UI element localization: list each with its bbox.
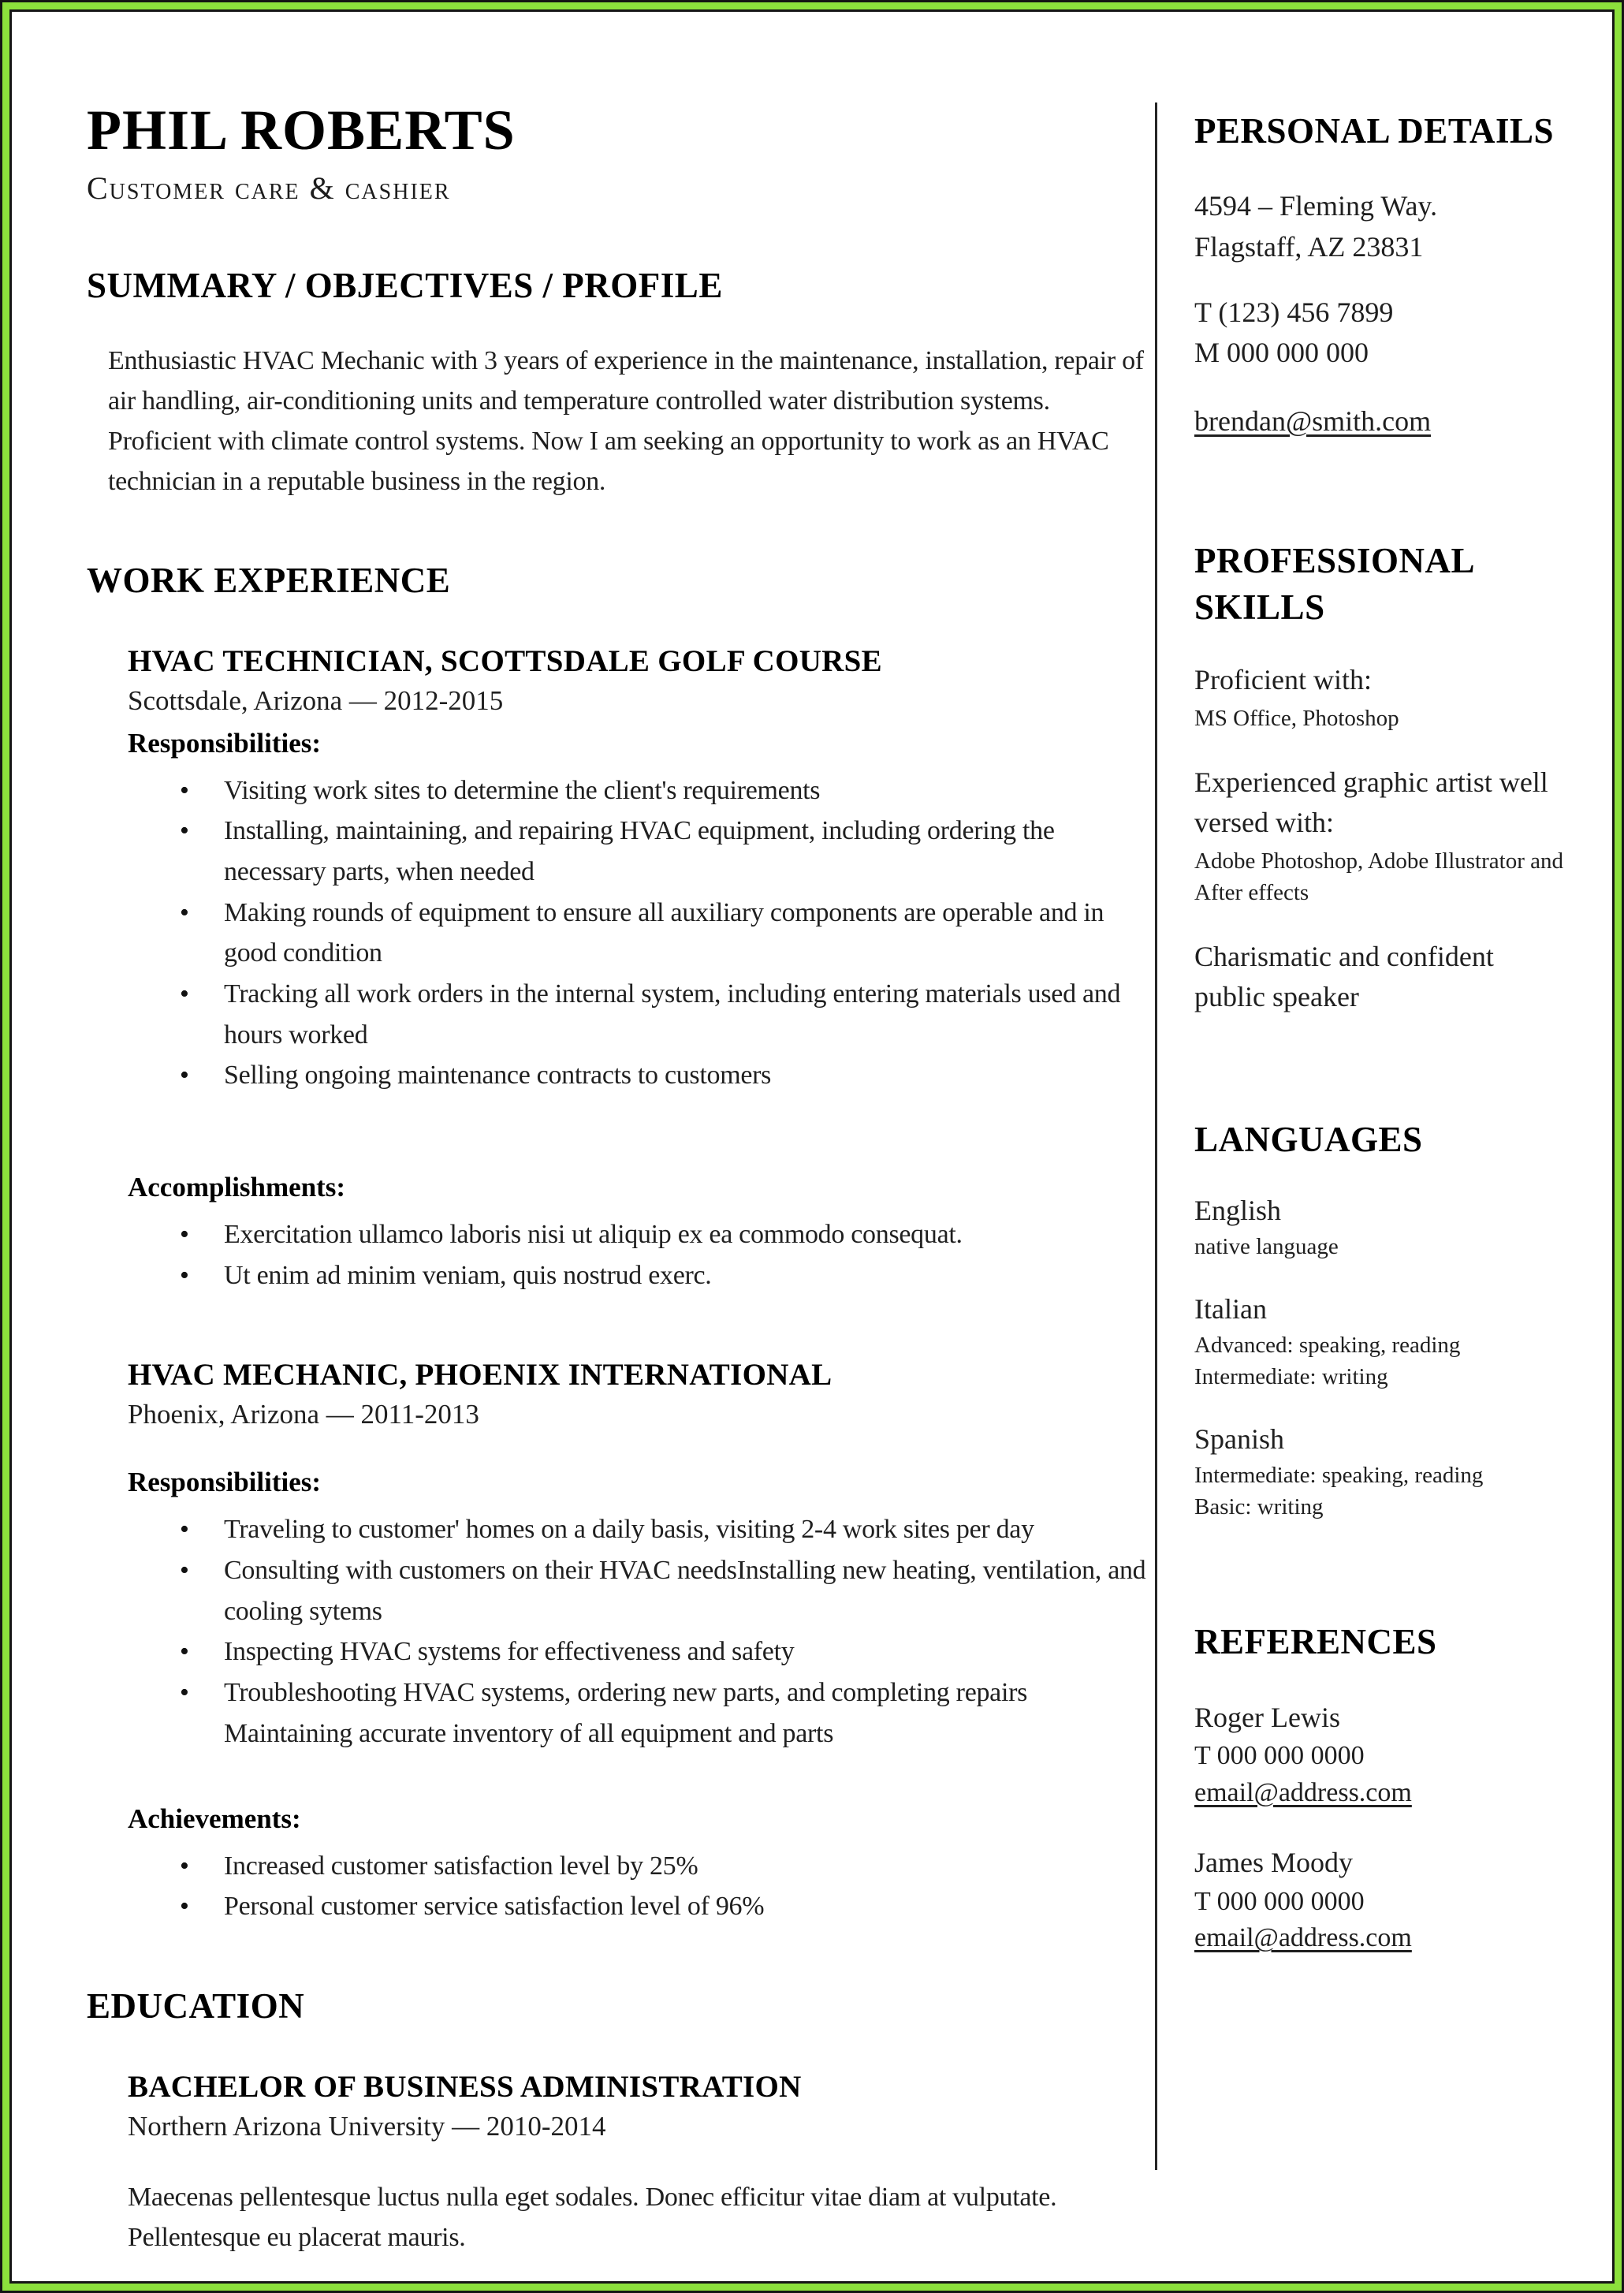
- job-title: HVAC MECHANIC, PHOENIX INTERNATIONAL: [128, 1358, 832, 1393]
- job-location-dates: Scottsdale, Arizona — 2012-2015: [128, 684, 504, 716]
- achievements-label: Achievements:: [128, 1803, 301, 1834]
- page-inner: [9, 9, 1615, 2284]
- responsibilities-label: Responsibilities:: [128, 1467, 322, 1498]
- reference-name: Roger Lewis: [1194, 1701, 1340, 1733]
- job-entry-1: [128, 643, 1153, 1296]
- phone-number: T (123) 456 7899: [1194, 296, 1394, 328]
- list-item: • Traveling to customer' homes on a daily basis, visiting 2-4 work sites per day: [224, 1509, 1162, 1550]
- language-name: English: [1194, 1194, 1282, 1226]
- responsibilities-list: [128, 1509, 1162, 1754]
- language-level: Intermediate: speaking, reading: [1194, 1463, 1484, 1489]
- languages-heading: LANGUAGES: [1194, 1120, 1423, 1160]
- skill-text: Proficient with:: [1194, 663, 1372, 695]
- university-dates: Northern Arizona University — 2010-2014: [128, 2110, 606, 2142]
- degree-title: BACHELOR OF BUSINESS ADMINISTRATION: [128, 2069, 802, 2104]
- accomplishments-label: Accomplishments:: [128, 1172, 346, 1203]
- sidebar-column: [1194, 12, 1615, 1957]
- email-link[interactable]: email@address.com: [1194, 1923, 1412, 1953]
- list-item: • Increased customer satisfaction level by 25%: [224, 1846, 1162, 1887]
- language-level: Basic: writing: [1194, 1494, 1324, 1520]
- responsibilities-label: Responsibilities:: [128, 727, 322, 759]
- address-block: [1194, 186, 1571, 267]
- reference-email-block: [1194, 1775, 1604, 1812]
- skill-group: [1194, 937, 1615, 1017]
- accomplishments-list: [128, 1214, 1162, 1296]
- mobile-number: M 000 000 000: [1194, 336, 1369, 368]
- list-item: • Tracking all work orders in the internal system, including entering materials used and hours worked: [224, 974, 1162, 1055]
- language-item: [1194, 1289, 1615, 1393]
- list-item: • Visiting work sites to determine the client's requirements: [224, 770, 1162, 811]
- skill-group: [1194, 762, 1615, 908]
- list-item: • Consulting with customers on their HVAC needsInstalling new heating, ventilation, and cooling sytems: [224, 1550, 1162, 1631]
- email-link[interactable]: brendan@smith.com: [1194, 405, 1432, 437]
- professional-skills-heading: PROFESSIONAL SKILLS: [1194, 540, 1473, 628]
- summary-paragraph: Enthusiastic HVAC Mechanic with 3 years of experience in the maintenance, installation, repair of air handling, air-conditioning units and temperature controlled water distribution systems. Proficient with climate control systems. Now I am seeking an opportunity to work as an HVAC technician in a reputable business in the region.: [108, 345, 1144, 496]
- address-line-2: Flagstaff, AZ 23831: [1194, 230, 1424, 263]
- list-item: • Ut enim ad minim veniam, quis nostrud exerc.: [224, 1255, 1162, 1296]
- reference-item: [1194, 1843, 1615, 1957]
- list-item: • Making rounds of equipment to ensure all auxiliary components are operable and in good condition: [224, 893, 1162, 974]
- job-entry-2: [128, 1357, 1153, 1926]
- skill-group: [1194, 660, 1615, 734]
- list-item: • Inspecting HVAC systems for effectiveness and safety: [224, 1631, 1162, 1672]
- skill-detail: Adobe Photoshop, Adobe Illustrator and After effects: [1194, 848, 1563, 906]
- job-title: HVAC TECHNICIAN, SCOTTSDALE GOLF COURSE: [128, 643, 882, 678]
- reference-email-block: [1194, 1920, 1604, 1957]
- language-name: Italian: [1194, 1292, 1267, 1325]
- language-item: [1194, 1191, 1615, 1262]
- education-heading: EDUCATION: [87, 1985, 305, 2026]
- green-frame: [2, 2, 1622, 2291]
- reference-phone: T 000 000 0000: [1194, 1740, 1365, 1770]
- responsibilities-list: [128, 770, 1162, 1096]
- summary-heading: SUMMARY / OBJECTIVES / PROFILE: [87, 265, 723, 305]
- list-item: • Troubleshooting HVAC systems, ordering new parts, and completing repairs Maintaining accurate inventory of all equipment and parts: [224, 1672, 1162, 1754]
- language-level: Advanced: speaking, reading: [1194, 1332, 1461, 1358]
- language-item: [1194, 1419, 1615, 1523]
- person-title: Customer care & cashier: [87, 170, 451, 206]
- personal-details-heading: PERSONAL DETAILS: [1194, 111, 1555, 151]
- phone-block: [1194, 293, 1571, 373]
- list-item: • Selling ongoing maintenance contracts to customers: [224, 1055, 1162, 1096]
- references-heading: REFERENCES: [1194, 1622, 1437, 1662]
- main-column: [87, 12, 1153, 2258]
- skill-text: Charismatic and confident public speaker: [1194, 941, 1494, 1013]
- reference-item: [1194, 1698, 1615, 1812]
- list-item: • Exercitation ullamco laboris nisi ut aliquip ex ea commodo consequat.: [224, 1214, 1162, 1255]
- address-line-1: 4594 – Fleming Way.: [1194, 190, 1438, 222]
- list-item: • Personal customer service satisfaction level of 96%: [224, 1886, 1162, 1927]
- language-name: Spanish: [1194, 1422, 1285, 1455]
- list-item: • Installing, maintaining, and repairing HVAC equipment, including ordering the necessary parts, when needed: [224, 811, 1162, 892]
- skill-text: Experienced graphic artist well versed with:: [1194, 766, 1548, 838]
- person-name: PHIL ROBERTS: [87, 99, 516, 162]
- language-level: Intermediate: writing: [1194, 1363, 1388, 1389]
- education-note: Maecenas pellentesque luctus nulla eget sodales. Donec efficitur vitae diam at vulputate. Pellentesque eu placerat mauris.: [128, 2182, 1057, 2252]
- education-entry: [128, 2069, 1153, 2142]
- work-experience-heading: WORK EXPERIENCE: [87, 560, 451, 600]
- reference-name: James Moody: [1194, 1847, 1353, 1879]
- skill-detail: MS Office, Photoshop: [1194, 705, 1399, 731]
- language-level: native language: [1194, 1233, 1339, 1259]
- email-block: [1194, 401, 1571, 442]
- reference-phone: T 000 000 0000: [1194, 1886, 1365, 1916]
- achievements-list: [128, 1846, 1162, 1927]
- job-location-dates: Phoenix, Arizona — 2011-2013: [128, 1399, 479, 1430]
- email-link[interactable]: email@address.com: [1194, 1777, 1412, 1807]
